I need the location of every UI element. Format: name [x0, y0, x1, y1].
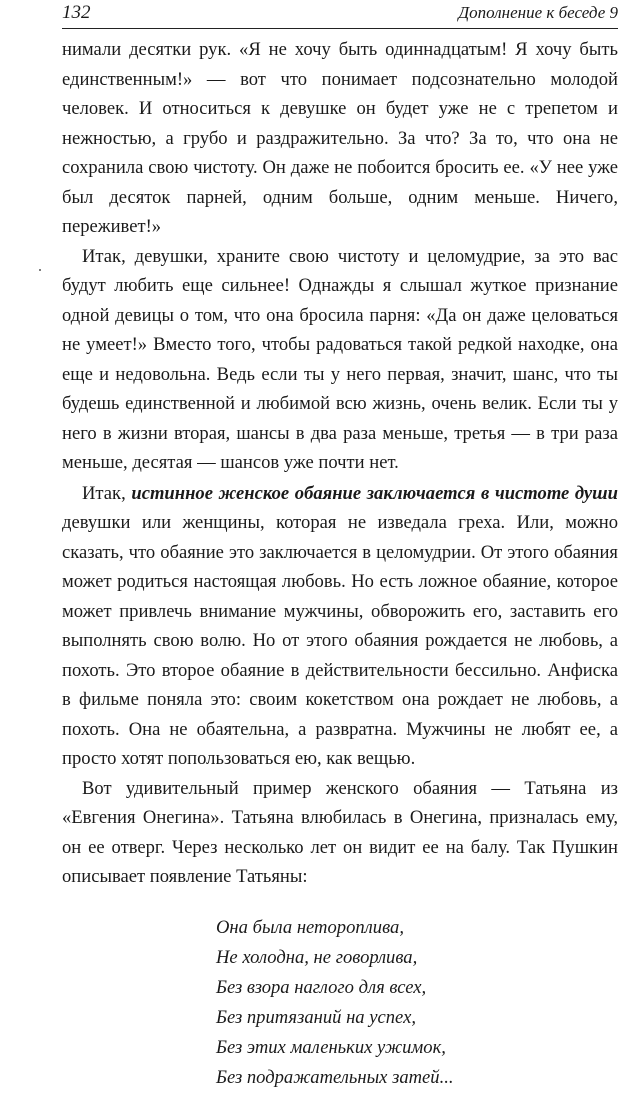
poem-line: Без взора наглого для всех, [216, 976, 427, 998]
running-title: Дополнение к беседе 9 [458, 3, 618, 22]
paragraph-2: Итак, девушки, храните свою чистоту и целомудрие, за это вас будут любить еще сильнее! Однажды я слышал жуткое признание одной девицы о том, что она бросила парня: «Да он даже целоваться не умеет!» Вместо того, чтобы радоваться такой редкой находке, она еще и недовольна. Ведь если ты у него первая, значит, шанс, что ты будешь единственной и любимой всю жизнь, очень велик. Если ты у него в жизни вторая, шансы в два раза меньше, третья — в три раза меньше, десятая — шансов уже почти нет. [62, 245, 618, 473]
page-body [62, 35, 618, 1093]
paragraph-1: нимали десятки рук. «Я не хочу быть одиннадцатым! Я хочу быть единственным!» — вот что понимает подсознательно молодой человек. И относиться к девушке он будет уже не с трепетом и нежностью, а грубо и раздражительно. За что? За то, что она не сохранила свою чистоту. Он даже не побоится бросить ее. «У нее уже был десяток парней, одним больше, одним меньше. Ничего, переживет!» [62, 39, 618, 237]
poem-quote [216, 913, 618, 1093]
paragraph-3-lead: Итак, [82, 482, 132, 504]
paragraph-3 [62, 479, 618, 774]
poem-line: Без этих маленьких ужимок, [216, 1036, 446, 1058]
scan-speck [39, 269, 41, 271]
page-header [62, 0, 618, 29]
poem-line: Без подражательных затей... [216, 1066, 454, 1088]
poem-line: Не холодна, не говорлива, [216, 946, 418, 968]
poem-line: Без притязаний на успех, [216, 1006, 416, 1028]
paragraph-4: Вот удивительный пример женского обаяния — Татьяна из «Евгения Онегина». Татьяна влюбилась в Онегина, призналась ему, он ее отверг. Через несколько лет он видит ее на балу. Так Пушкин описывает появление Татьяны: [62, 777, 618, 887]
emphasis-phrase: истинное женское обаяние заключается в чистоте души [131, 482, 618, 504]
page-number: 132 [62, 2, 91, 23]
poem-line: Она была нетороплива, [216, 916, 404, 938]
paragraph-3-rest: девушки или женщины, которая не изведала греха. Или, можно сказать, что обаяние это заключается в целомудрии. От этого обаяния может родиться настоящая любовь. Но есть ложное обаяние, которое может привлечь внимание мужчины, обворожить его, заставить его выполнять свою волю. Но от этого обаяния рождается не любовь, а похоть. Это второе обаяние в действительности бессильно. Анфиска в фильме поняла это: своим кокетством она рождает не любовь, а похоть. Она не обаятельна, а развратна. Мужчины не любят ее, а просто хотят попользоваться ею, как вещью. [62, 512, 618, 769]
